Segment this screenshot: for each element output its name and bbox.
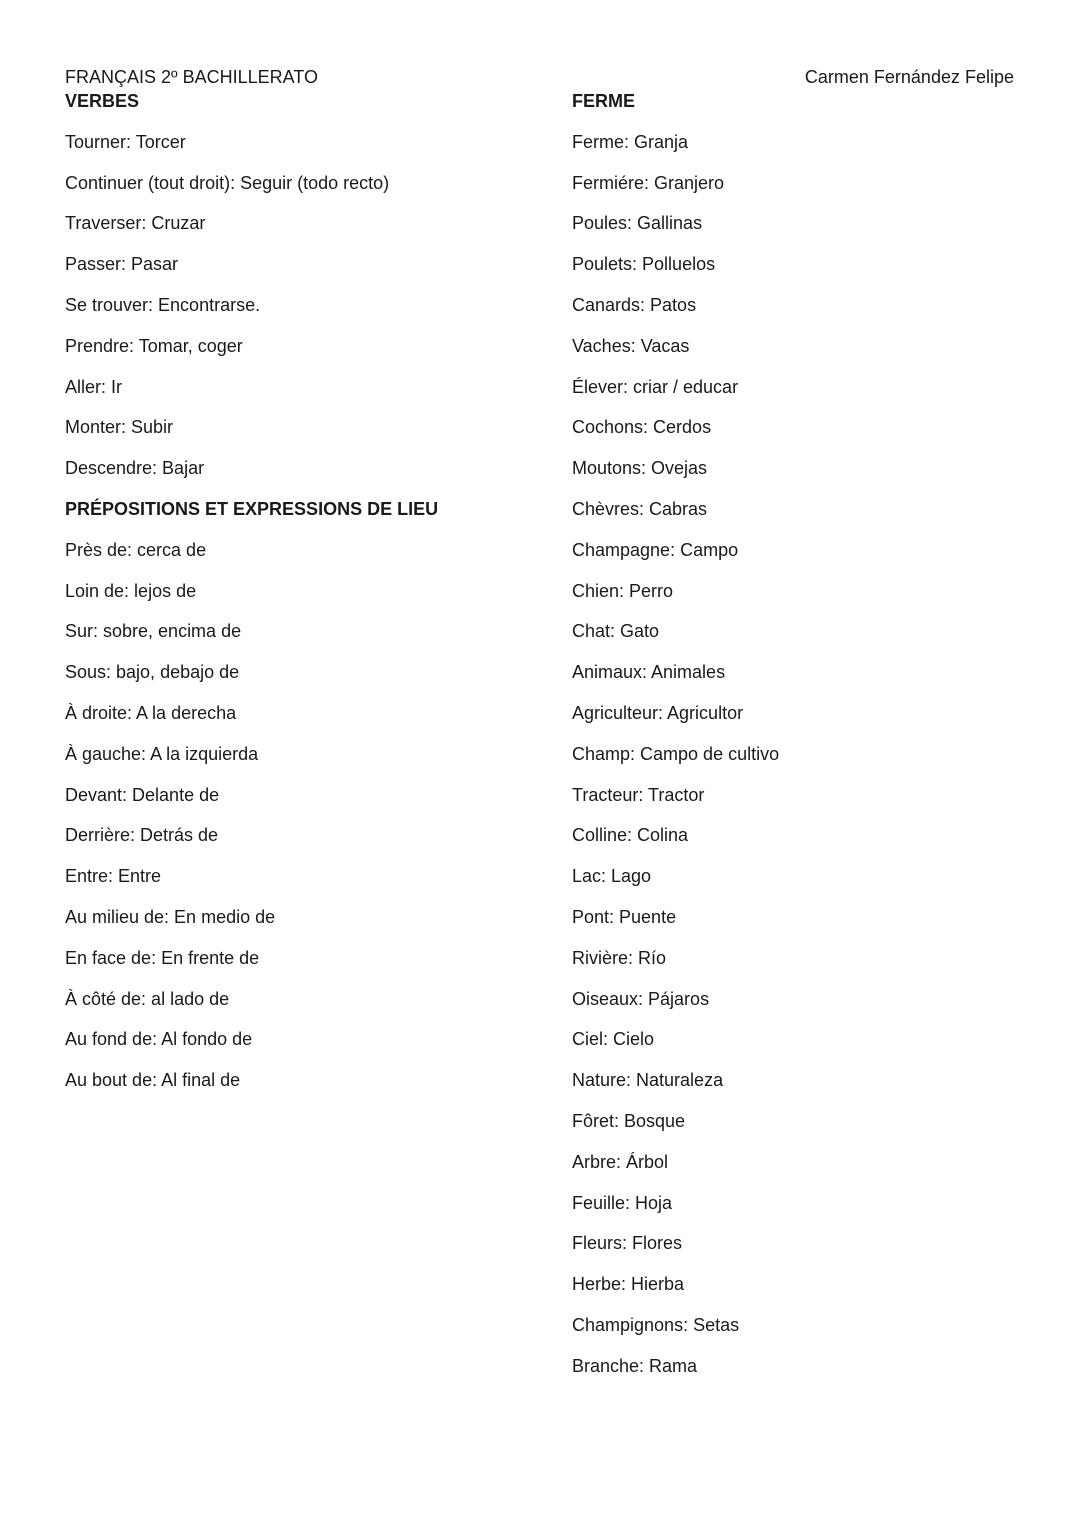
farm-entry: Moutons: Ovejas — [572, 458, 708, 479]
preposition-entry: Près de: cerca de — [65, 539, 207, 560]
verb-entry: Monter: Subir — [65, 417, 174, 438]
farm-heading: FERME — [572, 91, 635, 111]
preposition-entry: À côté de: al lado de — [65, 988, 230, 1009]
farm-entry: Ciel: Cielo — [572, 1029, 655, 1050]
preposition-entry: Devant: Delante de — [65, 784, 220, 805]
farm-entry: Arbre: Árbol — [572, 1151, 669, 1172]
preposition-entry: À gauche: A la izquierda — [65, 743, 259, 764]
preposition-entry: Sous: bajo, debajo de — [65, 662, 240, 683]
farm-entry: Pont: Puente — [572, 906, 677, 927]
verb-entry: Prendre: Tomar, coger — [65, 335, 243, 356]
farm-entry: Oiseaux: Pájaros — [572, 988, 710, 1009]
preposition-entry: À droite: A la derecha — [65, 702, 237, 723]
preposition-entry: Au bout de: Al final de — [65, 1070, 241, 1091]
farm-entry: Chat: Gato — [572, 621, 660, 642]
farm-entry: Élever: criar / educar — [572, 376, 739, 397]
farm-entry: Fôret: Bosque — [572, 1110, 686, 1131]
farm-entry: Rivière: Río — [572, 947, 667, 968]
preposition-entry: Loin de: lejos de — [65, 580, 197, 601]
prepositions-list — [65, 539, 525, 1091]
farm-entry: Agriculteur: Agricultor — [572, 702, 744, 723]
farm-entry: Animaux: Animales — [572, 662, 726, 683]
prepositions-heading: PRÉPOSITIONS ET EXPRESSIONS DE LIEU — [65, 498, 439, 519]
preposition-entry: Sur: sobre, encima de — [65, 621, 242, 642]
farm-entry: Vaches: Vacas — [572, 335, 690, 356]
farm-entry: Champ: Campo de cultivo — [572, 743, 780, 764]
preposition-entry: Derrière: Detrás de — [65, 825, 219, 846]
farm-entry: Nature: Naturaleza — [572, 1070, 724, 1091]
farm-entry: Fermiére: Granjero — [572, 172, 725, 193]
farm-entry: Colline: Colina — [572, 825, 689, 846]
farm-entry: Chien: Perro — [572, 580, 674, 601]
farm-entry: Herbe: Hierba — [572, 1274, 685, 1295]
farm-entry: Fleurs: Flores — [572, 1233, 683, 1254]
preposition-entry: En face de: En frente de — [65, 947, 260, 968]
preposition-entry: Au milieu de: En medio de — [65, 906, 276, 927]
farm-entry: Ferme: Granja — [572, 131, 689, 152]
verbs-list — [65, 131, 525, 479]
farm-entry: Poules: Gallinas — [572, 213, 703, 234]
farm-entry: Poulets: Polluelos — [572, 254, 716, 275]
verb-entry: Se trouver: Encontrarse. — [65, 294, 261, 315]
farm-entry: Branche: Rama — [572, 1355, 698, 1376]
author-name: Carmen Fernández Felipe — [804, 67, 1014, 87]
left-column — [65, 90, 525, 1110]
verb-entry: Tourner: Torcer — [65, 131, 186, 152]
course-title: FRANÇAIS 2º BACHILLERATO — [65, 67, 318, 87]
farm-entry: Feuille: Hoja — [572, 1192, 673, 1213]
farm-entry: Chèvres: Cabras — [572, 498, 708, 519]
verbs-heading: VERBES — [65, 91, 140, 111]
preposition-entry: Au fond de: Al fondo de — [65, 1029, 253, 1050]
verb-entry: Passer: Pasar — [65, 254, 179, 275]
verb-entry: Descendre: Bajar — [65, 458, 205, 479]
farm-entry: Lac: Lago — [572, 866, 652, 887]
farm-entry: Champagne: Campo — [572, 539, 739, 560]
right-column — [572, 90, 1012, 1396]
preposition-entry: Entre: Entre — [65, 866, 162, 887]
farm-entry: Cochons: Cerdos — [572, 417, 712, 438]
farm-entry: Canards: Patos — [572, 294, 697, 315]
farm-list — [572, 131, 1012, 1377]
farm-entry: Champignons: Setas — [572, 1314, 740, 1335]
verb-entry: Continuer (tout droit): Seguir (todo recto) — [65, 172, 390, 193]
verb-entry: Traverser: Cruzar — [65, 213, 206, 234]
farm-entry: Tracteur: Tractor — [572, 784, 705, 805]
verb-entry: Aller: Ir — [65, 376, 123, 397]
